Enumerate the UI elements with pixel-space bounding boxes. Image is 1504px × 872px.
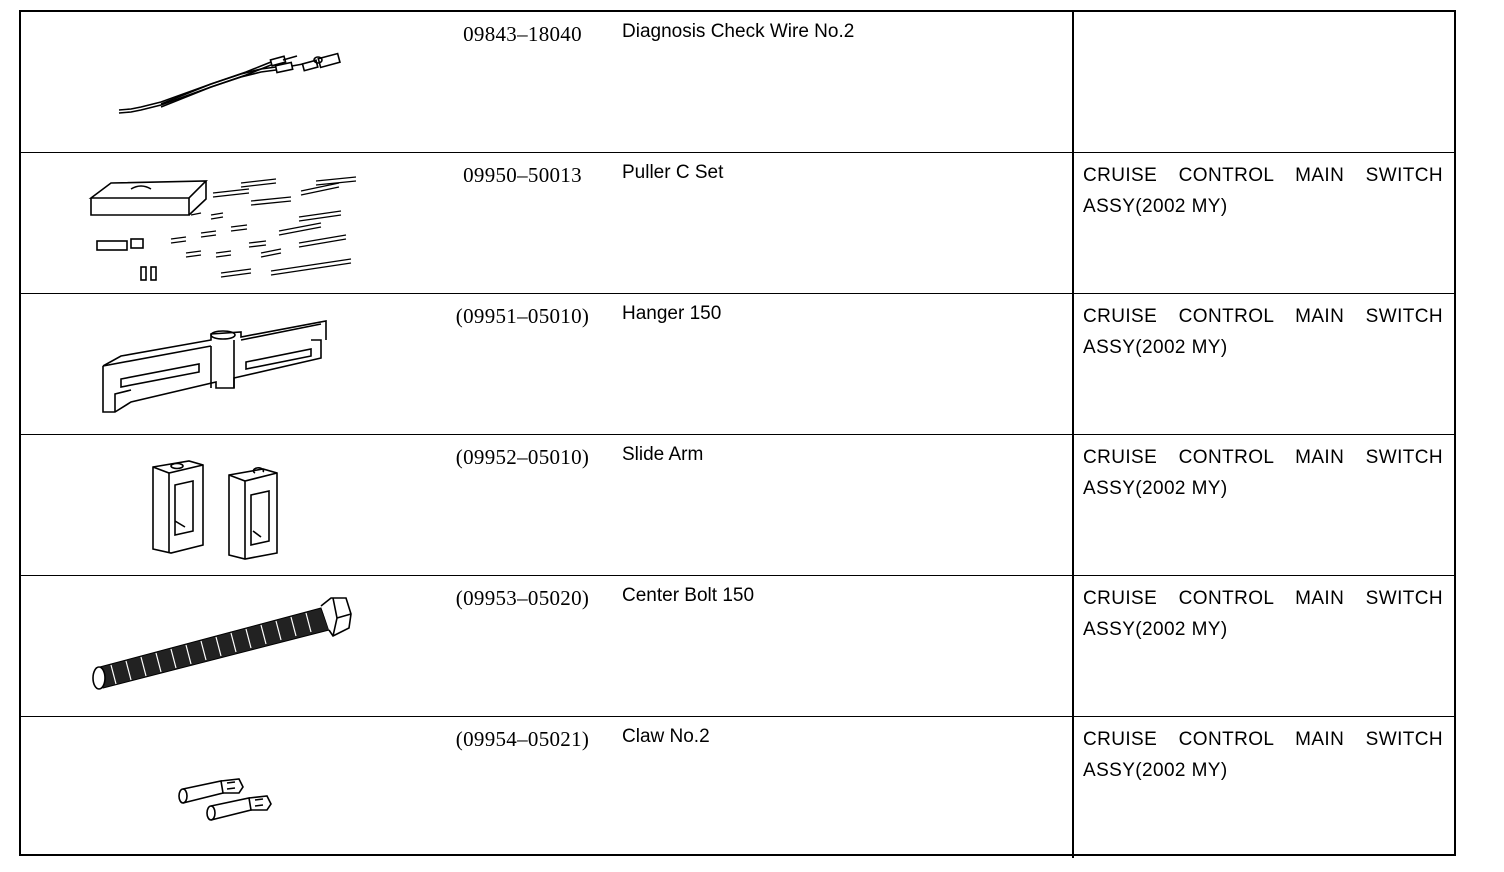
column-divider — [1072, 12, 1074, 152]
part-number: (09952–05010) — [455, 445, 590, 469]
hanger-icon — [71, 294, 431, 435]
tool-name: Slide Arm — [622, 444, 704, 465]
part-number: (09951–05010) — [455, 304, 590, 328]
column-divider — [1072, 576, 1074, 716]
diagnosis-check-wire-icon — [71, 12, 431, 153]
tool-name: Puller C Set — [622, 162, 724, 183]
applicable-note: CRUISE CONTROL MAIN SWITCH ASSY(2002 MY) — [1083, 588, 1443, 640]
part-number: (09953–05020) — [455, 586, 590, 610]
part-number: (09954–05021) — [455, 727, 590, 751]
center-bolt-icon — [71, 576, 431, 717]
part-number: 09950–50013 — [463, 163, 582, 187]
tool-name: Center Bolt 150 — [622, 585, 755, 606]
column-divider — [1072, 153, 1074, 293]
tool-name: Diagnosis Check Wire No.2 — [622, 21, 855, 42]
column-divider — [1072, 435, 1074, 575]
table-row — [21, 435, 1454, 576]
tool-name: Hanger 150 — [622, 303, 722, 324]
applicable-note: CRUISE CONTROL MAIN SWITCH ASSY(2002 MY) — [1083, 729, 1443, 781]
puller-c-set-icon — [71, 153, 431, 294]
claw-icon — [71, 717, 431, 858]
table-row — [21, 576, 1454, 717]
slide-arm-icon — [71, 435, 431, 576]
column-divider — [1072, 717, 1074, 858]
applicable-note: CRUISE CONTROL MAIN SWITCH ASSY(2002 MY) — [1083, 165, 1443, 217]
table-row — [21, 153, 1454, 294]
special-tools-table — [19, 10, 1456, 856]
applicable-note: CRUISE CONTROL MAIN SWITCH ASSY(2002 MY) — [1083, 306, 1443, 358]
table-row — [21, 294, 1454, 435]
table-row — [21, 717, 1454, 858]
applicable-note: CRUISE CONTROL MAIN SWITCH ASSY(2002 MY) — [1083, 447, 1443, 499]
tool-name: Claw No.2 — [622, 726, 710, 747]
column-divider — [1072, 294, 1074, 434]
table-row — [21, 12, 1454, 153]
part-number: 09843–18040 — [463, 22, 582, 46]
